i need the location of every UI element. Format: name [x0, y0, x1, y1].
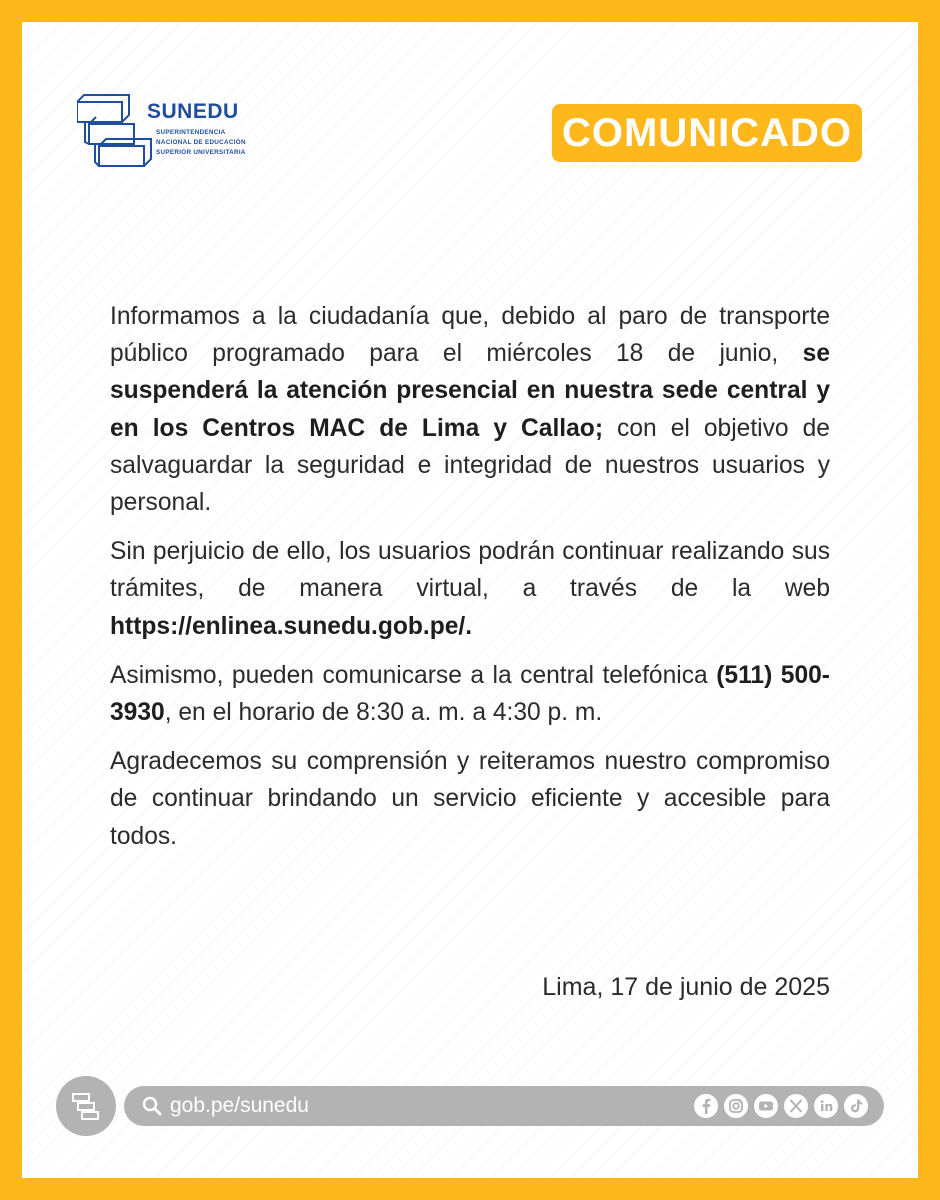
comunicado-badge: COMUNICADO	[552, 104, 862, 162]
web-link[interactable]: https://enlinea.sunedu.gob.pe/.	[110, 612, 473, 640]
instagram-icon[interactable]	[724, 1094, 748, 1118]
paragraph-text: con el objetivo de salvaguardar la seguridad e integridad de nuestros usuarios y personal.	[110, 414, 830, 517]
footer-bar	[124, 1086, 884, 1126]
paragraph-text: , en el horario de 8:30 a. m. a 4:30 p. m.	[164, 699, 603, 727]
linkedin-icon[interactable]	[814, 1094, 838, 1118]
x-icon[interactable]	[784, 1094, 808, 1118]
youtube-icon[interactable]	[754, 1094, 778, 1118]
communique-frame	[22, 22, 918, 1178]
sunedu-mini-logo-icon	[70, 1090, 102, 1122]
tiktok-icon[interactable]	[844, 1094, 868, 1118]
paragraph-suspension	[110, 298, 830, 521]
logo-subtitle-line: SUPERINTENDENCIA	[156, 129, 226, 136]
sunedu-footer-logo	[56, 1076, 116, 1136]
paragraph-virtual	[110, 533, 830, 645]
paragraph-text: Agradecemos su comprensión y reiteramos nuestro compromiso de continuar brindando un servicio eficiente y accesible para todos.	[110, 748, 830, 850]
logo-brand-name: SUNEDU	[147, 100, 239, 123]
paragraph-text: Sin perjuicio de ello, los usuarios podrán continuar realizando sus trámites, de manera virtual, a través de la web	[110, 538, 830, 603]
logo-subtitle	[156, 128, 246, 158]
paragraph-bold-text: se suspenderá la atención presencial en nuestra sede central y en los Centros MAC de Lima y Callao;	[110, 340, 830, 442]
paragraph-phone	[110, 657, 830, 731]
phone-number: (511) 500-3930	[110, 661, 830, 727]
place-date: Lima, 17 de junio de 2025	[542, 973, 830, 1001]
paragraph-text: Asimismo, pueden comunicarse a la central telefónica	[110, 661, 717, 689]
search-icon	[142, 1096, 162, 1116]
social-icons	[694, 1094, 868, 1118]
communique-body	[110, 298, 830, 867]
logo-subtitle-line: NACIONAL DE EDUCACIÓN	[156, 139, 246, 146]
facebook-icon[interactable]	[694, 1094, 718, 1118]
footer-url[interactable]: gob.pe/sunedu	[170, 1094, 309, 1117]
paragraph-text: Informamos a la ciudadanía que, debido al paro de transporte público programado para el miércoles 18 de junio,	[110, 303, 830, 368]
logo-subtitle-line: SUPERIOR UNIVERSITARIA	[156, 149, 246, 156]
paragraph-thanks	[110, 743, 830, 855]
